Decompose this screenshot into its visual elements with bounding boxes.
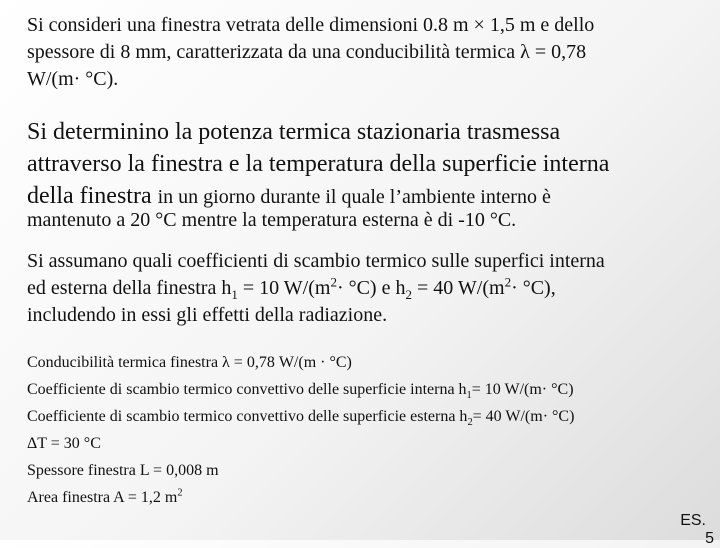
assumption-line-2-c: · °C) e h [336,277,406,299]
question-line-3-large: della finestra [27,183,158,209]
question-text [27,116,707,213]
assumption-line-1: Si assumano quali coefficienti di scambio termico sulle superfici interna [27,250,605,272]
intro-line-2: spessore di 8 mm, caratterizzata da una conducibilità termica λ = 0,78 [27,41,587,63]
problem-intro [27,12,697,93]
data-item-h1-value: = 10 W/(m· °C) [471,381,574,398]
data-item-h2-value: = 40 W/(m· °C) [472,408,575,425]
assumption-line-2-d: = 40 W/(m [411,277,505,299]
m2-superscript: 2 [504,274,512,290]
assumption-line-2-a: ed esterna della finestra h [27,277,232,299]
data-item-conductivity: Conducibilità termica finestra λ = 0,78 W/(m · °C) [27,354,352,371]
data-item-thickness: Spessore finestra L = 0,008 m [27,462,219,479]
h1-subscript: 1 [231,287,238,302]
m2-superscript: 2 [177,487,183,499]
intro-line-3: W/(m· °C). [27,68,119,90]
question-line-4: mantenuto a 20 °C mentre la temperatura esterna è di -10 °C. [27,209,517,231]
exercise-number: 5 [705,530,714,547]
data-item-h1-text: Coefficiente di scambio termico convettivo delle superficie interna h [27,381,467,398]
data-item-h2 [27,405,574,432]
intro-line-1: Si consideri una finestra vetrata delle dimensioni 0.8 m × 1,5 m e dello [27,14,595,36]
question-line-2: attraverso la finestra e la temperatura della superficie interna [27,151,610,177]
assumption-line-2-e: · °C), [511,277,556,299]
assumption-line-2-b: = 10 W/(m [237,277,331,299]
assumption-line-3: includendo in essi gli effetti della radiazione. [27,304,388,326]
data-item-delta-t: ΔT = 30 °C [27,435,101,452]
assumption-text [27,248,707,329]
question-line-3-small: in un giorno durante il quale l’ambiente interno è [157,186,551,208]
data-list [27,351,574,513]
h1-subscript: 1 [466,390,472,402]
data-item-area-text: Area finestra A = 1,2 m [27,489,178,506]
data-item-h1 [27,378,574,405]
question-line-1: Si determinino la potenza termica stazionaria trasmessa [27,119,561,145]
exercise-label-text: ES. [680,512,706,529]
data-item-h2-text: Coefficiente di scambio termico convettivo delle superficie esterna h [27,408,468,425]
h2-subscript: 2 [405,287,412,302]
m2-superscript: 2 [330,274,337,290]
data-item-area [27,486,574,513]
exercise-label [680,512,714,547]
h2-subscript: 2 [467,417,473,429]
